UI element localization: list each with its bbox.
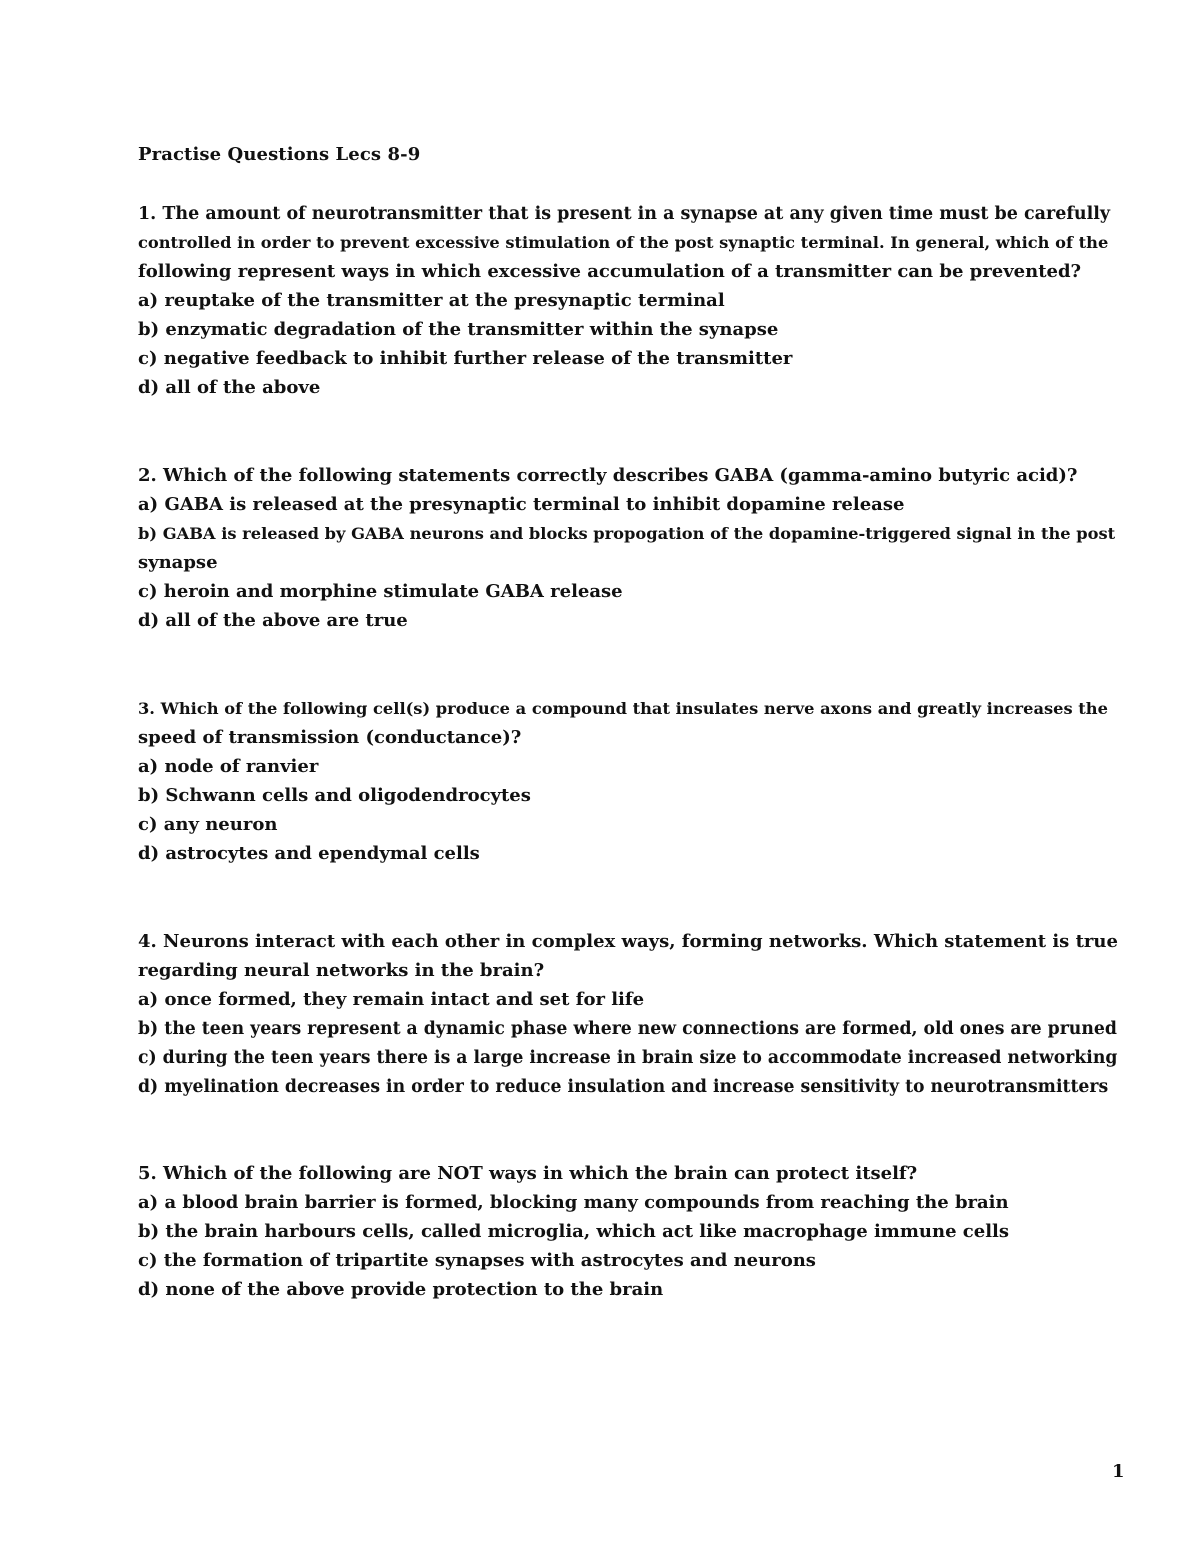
question-5-option-b: b) the brain harbours cells, called microglia, which act like macrophage immune cells (138, 1221, 1010, 1242)
question-2-option-a: a) GABA is released at the presynaptic terminal to inhibit dopamine release (138, 494, 905, 515)
question-2-option-b: b) GABA is released by GABA neurons and blocks propogation of the dopamine-triggered signal in the post (138, 524, 1116, 543)
question-4-option-d: d) myelination decreases in order to reduce insulation and increase sensitivity to neurotransmitters (138, 1077, 1109, 1097)
question-2-option-c: c) heroin and morphine stimulate GABA release (138, 581, 623, 602)
question-4-text-line-2: regarding neural networks in the brain? (138, 960, 545, 981)
question-1-text-line-2: controlled in order to prevent excessive stimulation of the post synaptic terminal. In general, which of the (138, 233, 1109, 252)
question-5-option-d: d) none of the above provide protection to the brain (138, 1279, 664, 1300)
question-3-option-c: c) any neuron (138, 814, 278, 835)
question-1-text-line-1: 1. The amount of neurotransmitter that is present in a synapse at any given time must be carefully (138, 204, 1111, 224)
question-1-text-line-3: following represent ways in which excessive accumulation of a transmitter can be prevented? (138, 261, 1082, 282)
question-3-option-b: b) Schwann cells and oligodendrocytes (138, 785, 531, 806)
question-5-text-line-1: 5. Which of the following are NOT ways in which the brain can protect itself? (138, 1163, 918, 1184)
question-3-text-line-1: 3. Which of the following cell(s) produce a compound that insulates nerve axons and greatly increases the (138, 699, 1108, 718)
question-4-option-c: c) during the teen years there is a large increase in brain size to accommodate increased networking (138, 1048, 1118, 1068)
question-4-option-a: a) once formed, they remain intact and set for life (138, 989, 645, 1010)
question-2-option-d: d) all of the above are true (138, 610, 408, 631)
question-2-option-b-continued: synapse (138, 552, 218, 573)
page-number: 1 (1112, 1461, 1125, 1482)
question-5-option-c: c) the formation of tripartite synapses with astrocytes and neurons (138, 1250, 816, 1271)
question-1-option-b: b) enzymatic degradation of the transmitter within the synapse (138, 319, 779, 340)
question-5-option-a: a) a blood brain barrier is formed, blocking many compounds from reaching the brain (138, 1192, 1009, 1213)
question-1-option-d: d) all of the above (138, 377, 321, 398)
question-4-text-line-1: 4. Neurons interact with each other in complex ways, forming networks. Which statement is true (138, 931, 1118, 952)
question-3-option-d: d) astrocytes and ependymal cells (138, 843, 480, 864)
question-1-option-c: c) negative feedback to inhibit further release of the transmitter (138, 348, 793, 369)
question-3-option-a: a) node of ranvier (138, 756, 319, 777)
document-title: Practise Questions Lecs 8-9 (138, 144, 421, 165)
question-1-option-a: a) reuptake of the transmitter at the presynaptic terminal (138, 290, 725, 311)
question-3-text-line-2: speed of transmission (conductance)? (138, 727, 522, 748)
question-4-option-b: b) the teen years represent a dynamic phase where new connections are formed, old ones are pruned (138, 1019, 1117, 1039)
question-2-text-line-1: 2. Which of the following statements correctly describes GABA (gamma-amino butyric acid)? (138, 465, 1078, 486)
